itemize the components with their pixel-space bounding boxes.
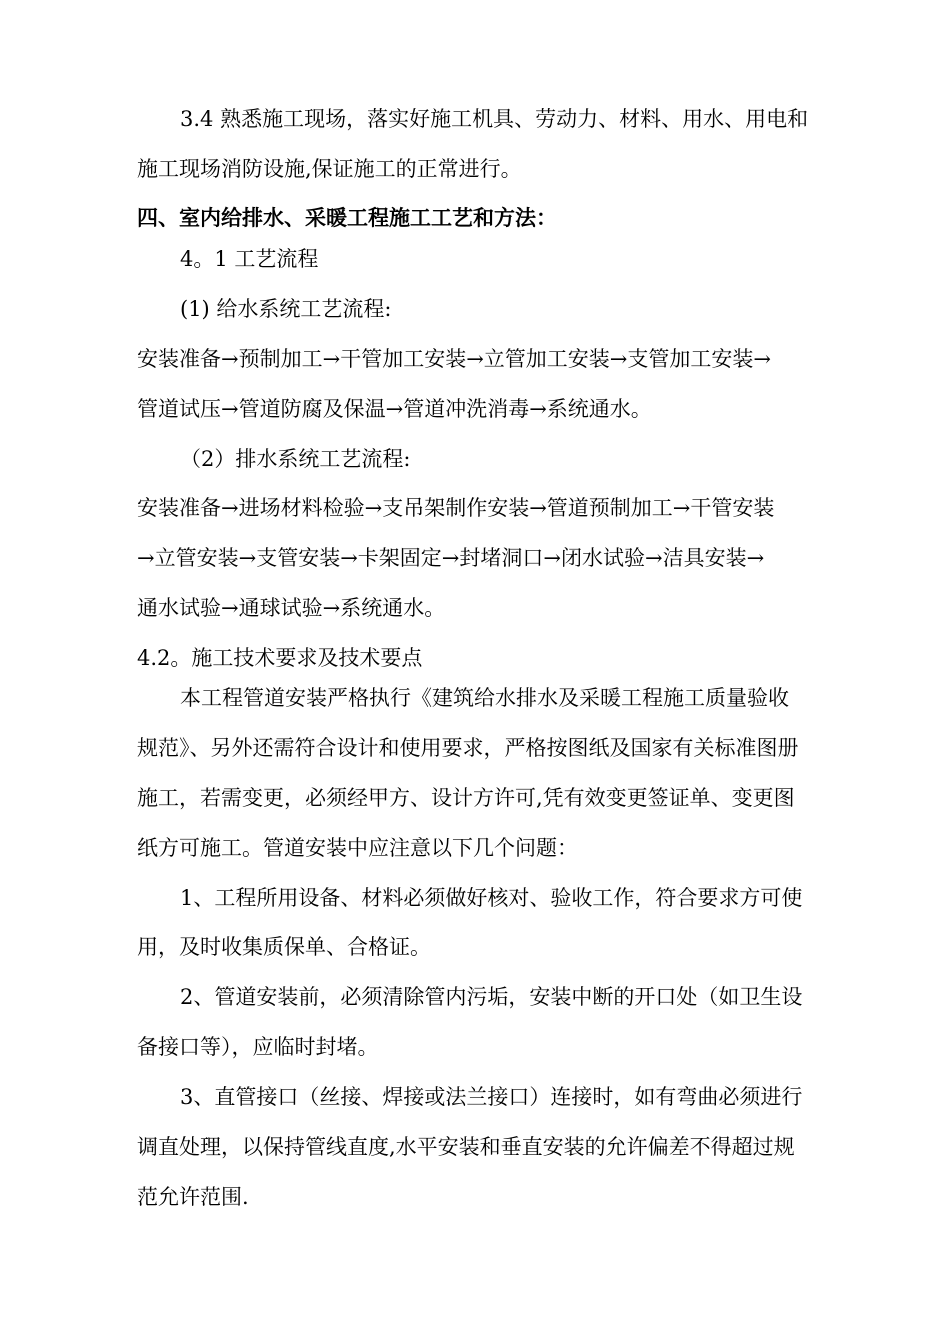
text-line: 安装准备→预制加工→干管加工安装→立管加工安装→支管加工安装→ bbox=[137, 347, 771, 371]
text-line: 安装准备→进场材料检验→支吊架制作安装→管道预制加工→干管安装 bbox=[137, 496, 775, 520]
text-line: 2、管道安装前，必须清除管内污垢，安装中断的开口处（如卫生设 bbox=[180, 985, 803, 1009]
subsection-heading: 4.2。施工技术要求及技术要点 bbox=[137, 646, 423, 670]
text-line: 通水试验→通球试验→系统通水。 bbox=[137, 596, 446, 620]
text-line: 调直处理，以保持管线直度,水平安装和垂直安装的允许偏差不得超过规 bbox=[137, 1135, 795, 1159]
text-line: 施工现场消防设施,保证施工的正常进行。 bbox=[137, 157, 522, 181]
subsection-heading: 4。1 工艺流程 bbox=[180, 247, 319, 271]
text-line: 管道试压→管道防腐及保温→管道冲洗消毒→系统通水。 bbox=[137, 397, 652, 421]
text-line: 范允许范围. bbox=[137, 1185, 249, 1209]
text-line: （2）排水系统工艺流程: bbox=[180, 447, 411, 471]
text-line: 纸方可施工。管道安装中应注意以下几个问题： bbox=[137, 836, 578, 860]
text-line: 本工程管道安装严格执行《建筑给水排水及采暖工程施工质量验收 bbox=[180, 686, 789, 710]
text-line: 备接口等），应临时封堵。 bbox=[137, 1035, 379, 1059]
section-heading: 四、室内给排水、采暖工程施工工艺和方法： bbox=[137, 206, 557, 230]
text-line: 3.4 熟悉施工现场，落实好施工机具、劳动力、材料、用水、用电和 bbox=[180, 107, 809, 131]
text-line: 规范》、另外还需符合设计和使用要求，严格按图纸及国家有关标准图册 bbox=[137, 736, 799, 760]
text-line: 施工，若需变更，必须经甲方、设计方许可,凭有效变更签证单、变更图 bbox=[137, 786, 795, 810]
text-line: 1、工程所用设备、材料必须做好核对、验收工作，符合要求方可使 bbox=[180, 886, 803, 910]
text-line: 3、直管接口（丝接、焊接或法兰接口）连接时，如有弯曲必须进行 bbox=[180, 1085, 803, 1109]
text-line: 用，及时收集质保单、合格证。 bbox=[137, 935, 431, 959]
text-line: →立管安装→支管安装→卡架固定→封堵洞口→闭水试验→洁具安装→ bbox=[137, 546, 765, 570]
text-line: (1) 给水系统工艺流程: bbox=[180, 297, 392, 321]
